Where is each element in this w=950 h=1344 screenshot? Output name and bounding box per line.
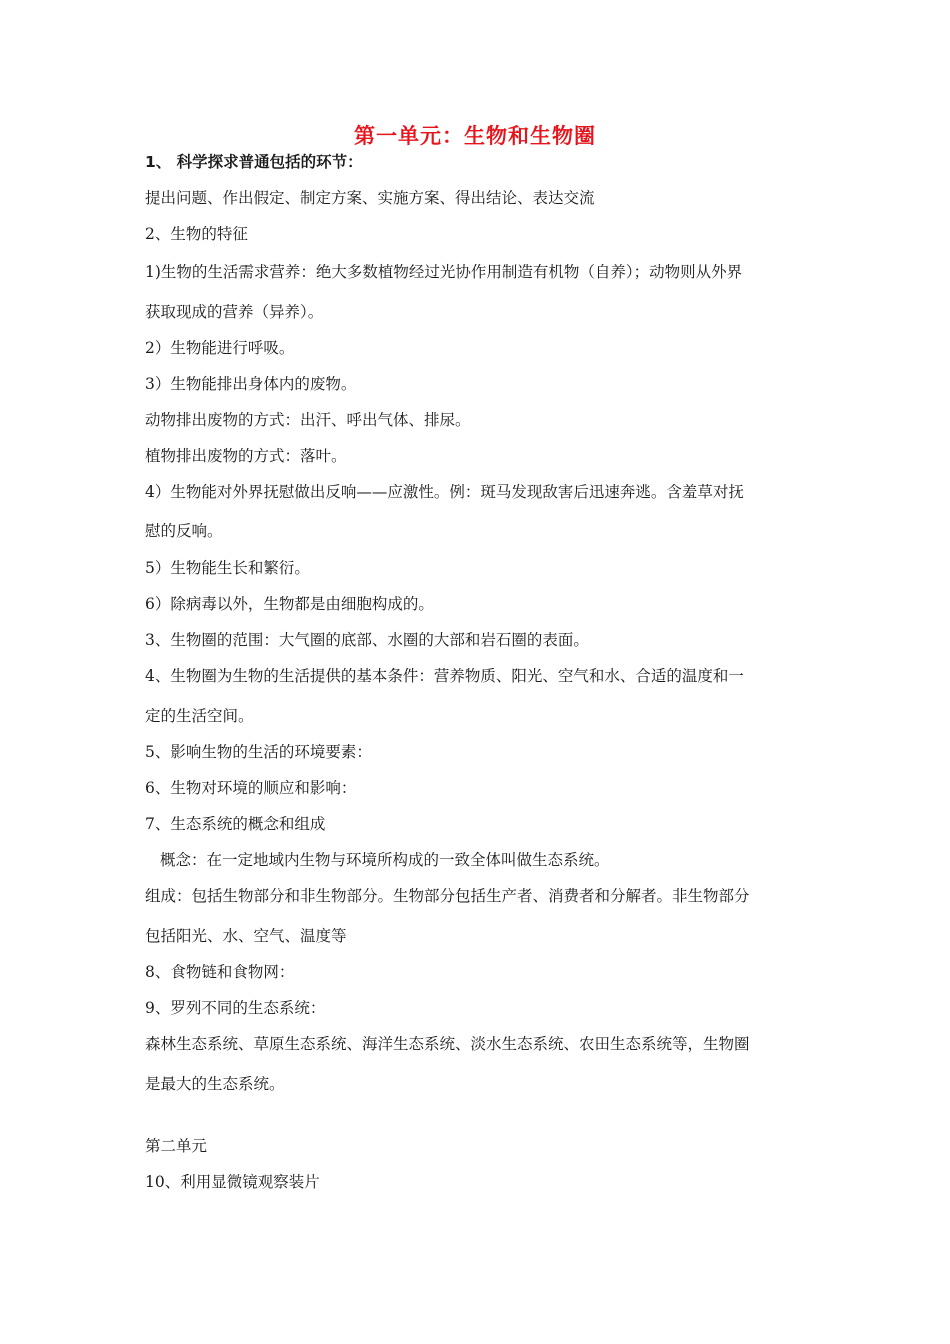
paragraph-ecosystem-composition-1: 组成：包括生物部分和非生物部分。生物部分包括生产者、消费者和分解者。非生物部分 xyxy=(145,887,750,905)
paragraph-adaptation: 6、生物对环境的顺应和影响： xyxy=(145,779,357,797)
heading-ecosystem: 7、生态系统的概念和组成 xyxy=(145,815,326,833)
paragraph-waste: 3）生物能排出身体内的废物。 xyxy=(145,375,357,393)
paragraph-ecosystem-types-1: 森林生态系统、草原生态系统、海洋生态系统、淡水生态系统、农田生态系统等，生物圈 xyxy=(145,1035,750,1053)
heading-microscope: 10、利用显微镜观察装片 xyxy=(145,1173,320,1191)
paragraph-inquiry-steps: 提出问题、作出假定、制定方案、实施方案、得出结论、表达交流 xyxy=(145,189,595,207)
paragraph-stimulus-1: 4）生物能对外界抚慰做出反响——应激性。例：斑马发现敌害后迅速奔逃。含羞草对抚 xyxy=(145,483,744,501)
paragraph-plant-waste: 植物排出废物的方式：落叶。 xyxy=(145,447,347,465)
paragraph-conditions-2: 定的生活空间。 xyxy=(145,707,254,725)
paragraph-ecosystem-concept: 概念：在一定地域内生物与环境所构成的一致全体叫做生态系统。 xyxy=(160,851,610,869)
paragraph-ecosystem-composition-2: 包括阳光、水、空气、温度等 xyxy=(145,927,347,945)
paragraph-animal-waste: 动物排出废物的方式：出汗、呼出气体、排尿。 xyxy=(145,411,471,429)
paragraph-env-factors: 5、影响生物的生活的环境要素： xyxy=(145,743,372,761)
paragraph-cells: 6）除病毒以外，生物都是由细胞构成的。 xyxy=(145,595,434,613)
paragraph-ecosystem-types-2: 是最大的生态系统。 xyxy=(145,1075,285,1093)
paragraph-growth: 5）生物能生长和繁衍。 xyxy=(145,559,310,577)
paragraph-nutrition-2: 获取现成的营养（异养）。 xyxy=(145,303,324,321)
heading-characteristics: 2、生物的特征 xyxy=(145,225,248,243)
heading-food-chain: 8、食物链和食物网： xyxy=(145,963,295,981)
heading-ecosystem-types: 9、罗列不同的生态系统： xyxy=(145,999,326,1017)
paragraph-respiration: 2）生物能进行呼吸。 xyxy=(145,339,295,357)
paragraph-biosphere-range: 3、生物圈的范围：大气圈的底部、水圈的大部和岩石圈的表面。 xyxy=(145,631,589,649)
paragraph-stimulus-2: 慰的反响。 xyxy=(145,522,223,540)
heading-scientific-inquiry: 1、 科学探求普通包括的环节： xyxy=(145,153,363,171)
heading-unit-two: 第二单元 xyxy=(145,1137,208,1155)
unit-title: 第一单元：生物和生物圈 xyxy=(354,124,596,148)
paragraph-conditions-1: 4、生物圈为生物的生活提供的基本条件：营养物质、阳光、空气和水、合适的温度和一 xyxy=(145,667,744,685)
paragraph-nutrition-1: 1)生物的生活需求营养：绝大多数植物经过光协作用制造有机物（自养）；动物则从外界 xyxy=(145,263,743,281)
